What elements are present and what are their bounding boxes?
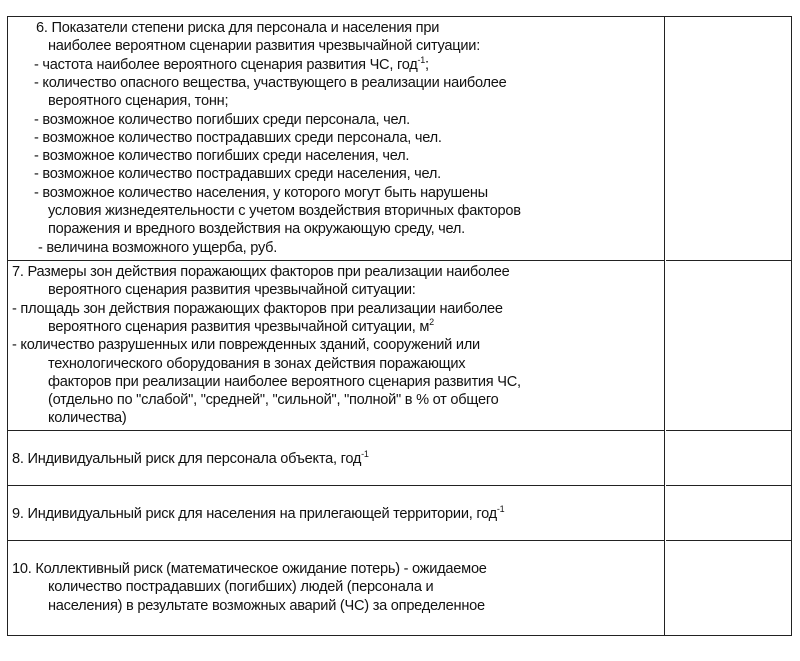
text-line — [34, 147, 409, 165]
value-cell-9[interactable] — [666, 486, 791, 541]
text-line — [36, 19, 439, 37]
superscript: -1 — [361, 449, 369, 459]
text-line — [34, 129, 442, 147]
line-text: вероятного сценария развития чрезвычайной ситуации, м — [48, 318, 430, 335]
text-line — [34, 56, 429, 74]
risk-indicators-table — [7, 16, 792, 636]
text-line — [48, 578, 433, 596]
column-divider — [664, 17, 665, 635]
table-row-8 — [8, 431, 664, 486]
text-line — [48, 355, 465, 373]
text-line — [48, 373, 521, 391]
text-line — [34, 184, 488, 202]
line-text: вероятного сценария развития чрезвычайной ситуации: — [48, 282, 416, 299]
text-line — [48, 220, 465, 238]
line-text: 10. Коллективный риск (математическое ожидание потерь) - ожидаемое — [12, 561, 487, 577]
text-line — [48, 37, 480, 55]
line-text: - количество опасного вещества, участвующего в реализации наиболее — [34, 74, 507, 91]
line-text: населения) в результате возможных аварий (ЧС) за определенное — [48, 597, 485, 614]
line-text: - возможное количество пострадавших среди населения, чел. — [34, 166, 441, 183]
line-text: вероятного сценария, тонн; — [48, 93, 229, 110]
line-text: - возможное количество погибших среди персонала, чел. — [34, 111, 410, 128]
line-text: факторов при реализации наиболее вероятного сценария развития ЧС, — [48, 373, 521, 390]
value-cell-7[interactable] — [666, 261, 791, 431]
line-text: - количество разрушенных или поврежденных зданий, сооружений или — [12, 337, 480, 354]
text-line — [34, 111, 410, 129]
line-text: - возможное количество населения, у которого могут быть нарушены — [34, 184, 488, 201]
line-text: - возможное количество погибших среди населения, чел. — [34, 148, 410, 165]
line-text: технологического оборудования в зонах действия поражающих — [48, 355, 466, 372]
line-text: 6. Показатели степени риска для персонала и населения при — [36, 20, 440, 36]
text-line — [48, 92, 228, 110]
line-text: - величина возможного ущерба, руб. — [38, 239, 278, 256]
text-line — [48, 409, 127, 427]
text-line — [12, 505, 504, 523]
text-line — [12, 336, 480, 354]
text-line — [48, 202, 521, 220]
text-line — [12, 263, 510, 281]
text-line — [48, 391, 498, 409]
line-text: (отдельно по "слабой", "средней", "сильной", "полной" в % от общего — [48, 392, 499, 409]
table-row-6 — [8, 17, 664, 261]
line-text: - возможное количество пострадавших среди персонала, чел. — [34, 129, 442, 146]
table-row-10 — [8, 541, 664, 661]
text-line — [38, 239, 277, 257]
line-text: - частота наиболее вероятного сценария развития ЧС, год — [34, 56, 418, 73]
line-text: условия жизнедеятельности с учетом воздействия вторичных факторов — [48, 203, 521, 219]
text-line — [34, 165, 441, 183]
line-text: поражения и вредного воздействия на окружающую среду, чел. — [48, 221, 465, 238]
text-line — [12, 300, 503, 318]
table-row-7 — [8, 261, 664, 431]
text-line — [34, 74, 507, 92]
line-text: наиболее вероятном сценарии развития чрезвычайной ситуации: — [48, 38, 481, 55]
text-line — [48, 281, 416, 299]
line-text: 9. Индивидуальный риск для населения на прилегающей территории, год — [12, 506, 497, 522]
value-cell-6[interactable] — [666, 17, 791, 261]
text-line — [12, 450, 369, 468]
line-suffix: ; — [425, 56, 429, 73]
value-cell-10[interactable] — [666, 541, 791, 661]
line-text: количества) — [48, 410, 127, 427]
superscript: -1 — [496, 504, 505, 514]
line-text: 8. Индивидуальный риск для персонала объекта, год — [12, 451, 362, 467]
text-line — [48, 318, 434, 336]
line-text: - площадь зон действия поражающих факторов при реализации наиболее — [12, 300, 503, 317]
line-text: 7. Размеры зон действия поражающих факторов при реализации наиболее — [12, 264, 510, 280]
text-line — [48, 597, 485, 615]
superscript: -1 — [417, 54, 426, 65]
value-cell-8[interactable] — [666, 431, 791, 486]
text-line — [12, 560, 487, 578]
table-row-9 — [8, 486, 664, 541]
line-text: количество пострадавших (погибших) людей (персонала и — [48, 579, 434, 596]
superscript: 2 — [429, 316, 434, 327]
